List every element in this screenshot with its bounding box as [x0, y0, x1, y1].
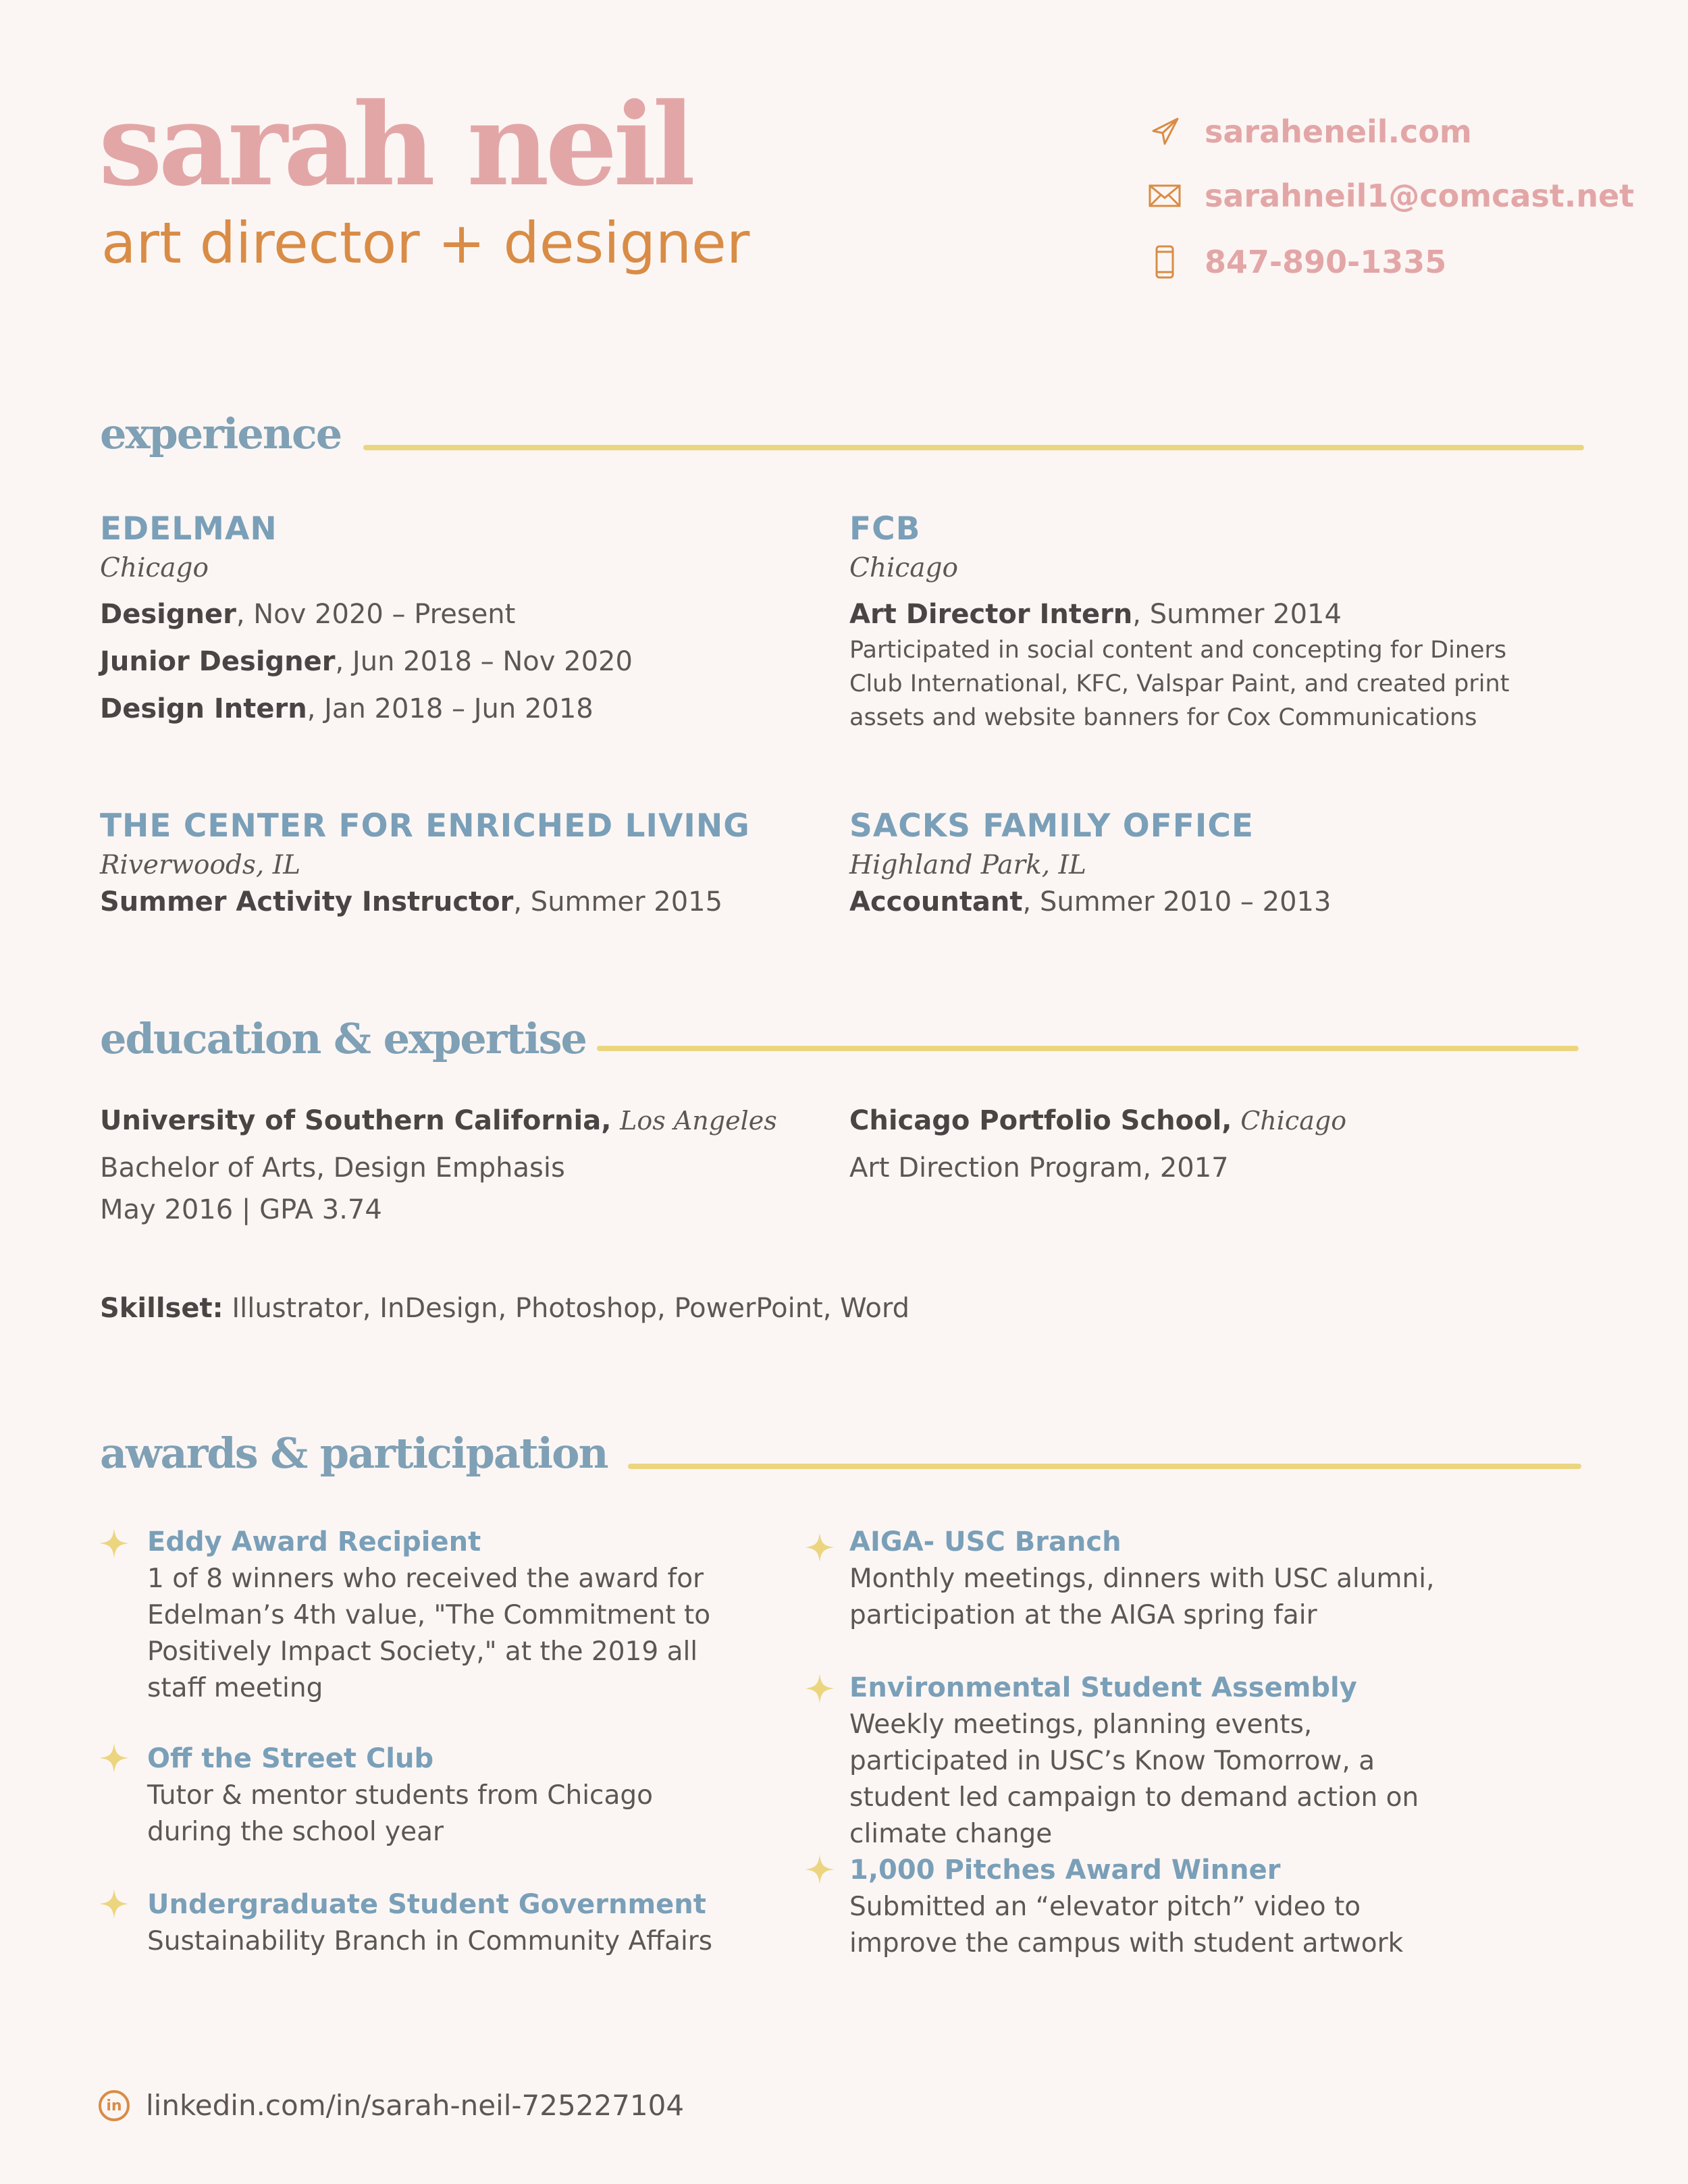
role-dates: , Jan 2018 – Jun 2018	[307, 693, 594, 724]
job-role	[100, 695, 594, 722]
role-dates: , Summer 2015	[513, 886, 723, 917]
section-title-experience: experience	[100, 409, 342, 458]
role-title: Summer Activity Instructor	[100, 886, 514, 917]
job-role	[849, 888, 1331, 915]
role-dates: , Jun 2018 – Nov 2020	[335, 646, 633, 677]
award-description: Submitted an “elevator pitch” video to improve the campus with student artwork	[849, 1892, 1404, 1959]
job-role	[100, 601, 515, 628]
job-location: Chicago	[100, 553, 209, 583]
paper-plane-icon	[1148, 115, 1182, 149]
award-title: Undergraduate Student Government	[147, 1889, 706, 1920]
skillset-label: Skillset:	[100, 1293, 223, 1324]
role-dates: , Summer 2010 – 2013	[1022, 886, 1331, 917]
school-program: Art Direction Program, 2017	[849, 1152, 1229, 1183]
role-title: Art Director Intern	[849, 599, 1133, 630]
award-description: Tutor & mentor students from Chicago during the school year	[147, 1780, 653, 1847]
job-org: SACKS FAMILY OFFICE	[849, 807, 1254, 845]
contact-email-text[interactable]: sarahneil1@comcast.net	[1205, 178, 1635, 214]
section-title-awards: awards & participation	[100, 1429, 608, 1478]
resume-name: sarah neil	[99, 78, 692, 211]
job-location: Chicago	[849, 553, 958, 583]
sparkle-icon	[98, 1742, 130, 1774]
award-description: Monthly meetings, dinners with USC alumni, participation at the AIGA spring fair	[849, 1564, 1435, 1630]
phone-icon	[1148, 245, 1182, 279]
contact-website[interactable]	[1148, 105, 1634, 159]
contact-website-text[interactable]: saraheneil.com	[1205, 113, 1472, 150]
school-heading	[100, 1107, 777, 1134]
linkedin-url[interactable]: linkedin.com/in/sarah-neil-725227104	[146, 2089, 685, 2122]
award-title: Environmental Student Assembly	[849, 1672, 1357, 1703]
job-org: THE CENTER FOR ENRICHED LIVING	[100, 807, 750, 845]
school-city: Los Angeles	[620, 1106, 777, 1136]
school-city: Chicago	[1240, 1106, 1347, 1136]
role-title: Accountant	[849, 886, 1023, 917]
award-title: AIGA- USC Branch	[849, 1526, 1122, 1557]
school-name: Chicago Portfolio School,	[849, 1105, 1232, 1136]
sparkle-icon	[98, 1527, 130, 1560]
job-location: Highland Park, IL	[849, 850, 1086, 880]
award-description: Sustainability Branch in Community Affairs	[147, 1926, 713, 1956]
section-title-education: education & expertise	[100, 1014, 586, 1063]
contact-email[interactable]	[1148, 169, 1634, 223]
section-divider	[597, 1046, 1579, 1051]
contact-phone-text[interactable]: 847-890-1335	[1205, 244, 1447, 280]
role-title: Junior Designer	[100, 646, 336, 677]
job-description: Participated in social content and concepting for Diners Club International, KFC, Valspar Paint, and created print assets and website banners for Cox Communications	[849, 637, 1510, 731]
sparkle-icon	[98, 1888, 130, 1920]
job-org: EDELMAN	[100, 510, 278, 548]
sparkle-icon	[803, 1853, 836, 1886]
award-description: 1 of 8 winners who received the award for Edelman’s 4th value, "The Commitment to Positively Impact Society," at the 2019 all staff meeting	[147, 1564, 711, 1703]
award-title: 1,000 Pitches Award Winner	[849, 1855, 1281, 1886]
linkedin-link[interactable]	[99, 2090, 684, 2121]
role-title: Design Intern	[100, 693, 307, 724]
job-location: Riverwoods, IL	[100, 850, 301, 880]
school-name: University of Southern California,	[100, 1105, 612, 1136]
sparkle-icon	[803, 1531, 836, 1564]
award-title: Eddy Award Recipient	[147, 1526, 481, 1557]
job-role	[100, 888, 722, 915]
skillset	[100, 1295, 909, 1322]
envelope-icon	[1148, 179, 1182, 213]
job-org: FCB	[849, 510, 921, 548]
school-degree: Bachelor of Arts, Design Emphasis	[100, 1152, 565, 1183]
sparkle-icon	[803, 1672, 836, 1705]
role-dates: , Nov 2020 – Present	[236, 599, 516, 630]
school-heading	[849, 1107, 1346, 1134]
role-dates: , Summer 2014	[1132, 599, 1342, 630]
linkedin-icon: in	[99, 2090, 130, 2121]
resume-subtitle: art director + designer	[101, 210, 750, 276]
role-title: Designer	[100, 599, 236, 630]
job-role	[849, 601, 1342, 628]
contact-phone[interactable]	[1148, 235, 1634, 289]
school-gpa: May 2016 | GPA 3.74	[100, 1194, 382, 1225]
section-divider	[363, 445, 1584, 450]
award-title: Off the Street Club	[147, 1743, 434, 1774]
award-description: Weekly meetings, planning events, participated in USC’s Know Tomorrow, a student led campaign to demand action on climate change	[849, 1709, 1419, 1849]
section-divider	[628, 1464, 1581, 1469]
job-role	[100, 648, 633, 675]
skillset-list: Illustrator, InDesign, Photoshop, PowerPoint, Word	[232, 1293, 909, 1324]
